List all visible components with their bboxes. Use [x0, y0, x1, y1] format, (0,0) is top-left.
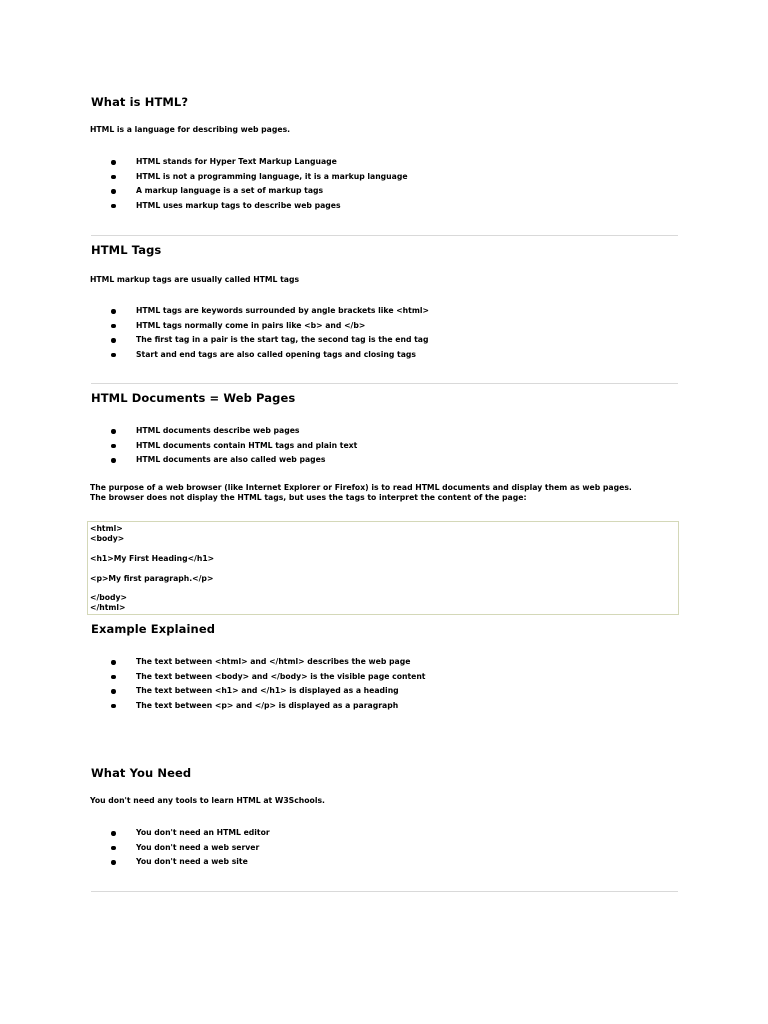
section-heading-html-documents: HTML Documents = Web Pages — [91, 391, 296, 405]
section-heading-what-you-need: What You Need — [91, 766, 192, 780]
section-heading-what-is-html: What is HTML? — [91, 95, 189, 109]
bullet-icon — [111, 675, 116, 680]
paragraph-line: The browser does not display the HTML tags, but uses the tags to interpret the content of the page: — [90, 493, 527, 502]
code-line: <p>My first paragraph.</p> — [90, 574, 214, 583]
bullet-icon — [111, 353, 116, 358]
bullet-icon — [111, 175, 116, 180]
section-divider — [91, 235, 678, 236]
bullet-icon — [111, 444, 116, 449]
bullet-icon — [111, 324, 116, 329]
section-intro-html-tags: HTML markup tags are usually called HTML tags — [90, 275, 300, 284]
section-heading-html-tags: HTML Tags — [91, 243, 162, 257]
code-line: <html> — [90, 524, 123, 533]
bullet-icon — [111, 429, 116, 434]
bullet-icon — [111, 458, 116, 463]
bullet-icon — [111, 338, 116, 343]
section-divider — [91, 891, 678, 892]
paragraph-line: The purpose of a web browser (like Internet Explorer or Firefox) is to read HTML documents and display them as web pages. — [90, 483, 632, 492]
bullet-icon — [111, 309, 116, 314]
bullet-icon — [111, 860, 116, 865]
section-divider — [91, 383, 678, 384]
section-intro-what-you-need: You don't need any tools to learn HTML at W3Schools. — [90, 796, 325, 805]
bullet-icon — [111, 160, 116, 165]
code-example-box — [87, 521, 679, 615]
code-line: <body> — [90, 534, 125, 543]
document-page: What is HTML? HTML is a language for describing web pages. HTML stands for Hyper Text Markup Language HTML is not a programming language, it is a markup language A markup language is a set of markup tags HTML uses markup tags to describe web pages HTML Tags HTML markup tags are usually called HTML tags HTML tags are keywords surrounded by angle brackets like <html> HTML tags normally come in pairs like <b> and </b> The first tag in a pair is the start tag, the second tag is the end tag Start and end tags are also called opening tags and closing tags HTML Documents = Web Pages HTML documents describe web pages HTML documents contain HTML tags and plain text HTML documents are also called web pages The purpose of a web browser (like Internet Explorer or Firefox) is to read HTML documents and display them as web pages. The browser does not display the HTML tags, but uses the tags to interpret the content of the page: <html> <body> <h1>My First Heading</h1> <p>My first paragraph.</p> </body> </html> Example Explained The text between <html> and </html> describes the web page The text between <body> and </body> is the visible page content The text between <h1> and </h1> is displayed as a heading The text between <p> and </p> is displayed as a paragraph What You Need You don't need any tools to learn HTML at W3Schools. You don't need an HTML editor You don't need a web server You don't need a web site — [0, 0, 768, 1024]
section-intro-what-is-html: HTML is a language for describing web pages. — [90, 125, 291, 134]
code-line: <h1>My First Heading</h1> — [90, 554, 215, 563]
bullet-icon — [111, 689, 116, 694]
section-heading-example-explained: Example Explained — [91, 622, 216, 636]
bullet-icon — [111, 660, 116, 665]
bullet-icon — [111, 189, 116, 194]
bullet-icon — [111, 204, 116, 209]
code-line: </html> — [90, 603, 126, 612]
bullet-icon — [111, 831, 116, 836]
bullet-icon — [111, 704, 116, 709]
code-line: </body> — [90, 593, 127, 602]
bullet-icon — [111, 846, 116, 851]
